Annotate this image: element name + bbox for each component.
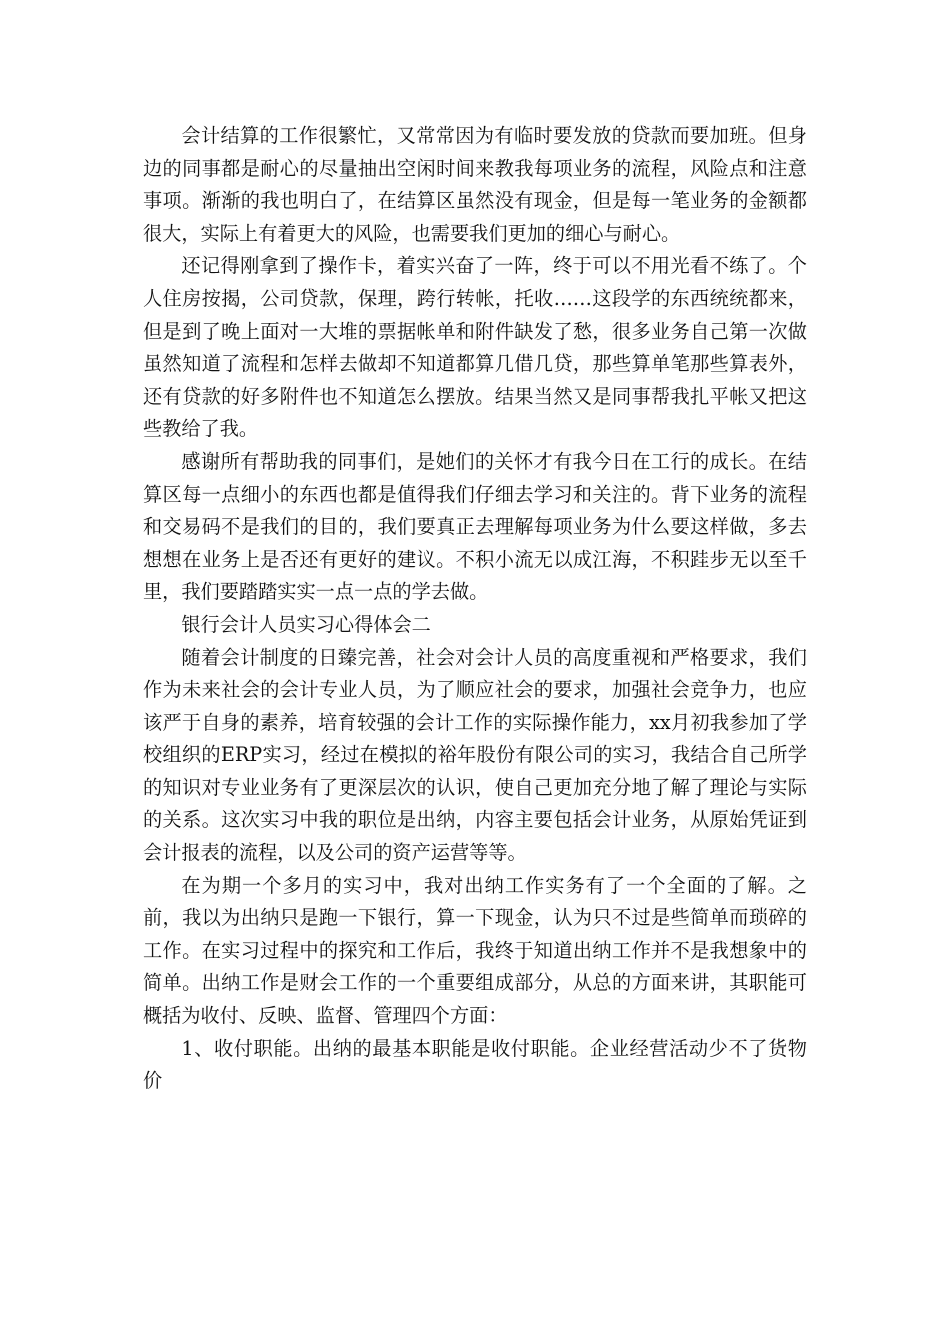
- paragraph: 会计结算的工作很繁忙，又常常因为有临时要发放的贷款而要加班。但身边的同事都是耐心的尽量抽出空闲时间来教我每项业务的流程，风险点和注意事项。渐渐的我也明白了，在结算区虽然没有现金，但是每一笔业务的金额都很大，实际上有着更大的风险，也需要我们更加的细心与耐心。: [143, 124, 807, 245]
- paragraph: 还记得刚拿到了操作卡，着实兴奋了一阵，终于可以不用光看不练了。个人住房按揭，公司贷款，保理，跨行转帐，托收……这段学的东西统统都来，但是到了晚上面对一大堆的票据帐单和附件缺发了愁，很多业务自己第一次做虽然知道了流程和怎样去做却不知道都算几借几贷，那些算单笔那些算表外，还有贷款的好多附件也不知道怎么摆放。结果当然又是同事帮我扎平帐又把这些教给了我。: [143, 254, 807, 441]
- paragraph: 1、收付职能。出纳的最基本职能是收付职能。企业经营活动少不了货物价: [143, 1036, 807, 1093]
- paragraph: 随着会计制度的日臻完善，社会对会计人员的高度重视和严格要求，我们作为未来社会的会计专业人员，为了顺应社会的要求，加强社会竞争力，也应该严于自身的素养，培育较强的会计工作的实际操作能力，xx月初我参加了学校组织的ERP实习，经过在模拟的裕年股份有限公司的实习，我结合自己所学的知识对专业业务有了更深层次的认识，使自己更加充分地了解了理论与实际的关系。这次实习中我的职位是出纳，内容主要包括会计业务，从原始凭证到会计报表的流程，以及公司的资产运营等等。: [143, 645, 807, 865]
- paragraph: 在为期一个多月的实习中，我对出纳工作实务有了一个全面的了解。之前，我以为出纳只是跑一下银行，算一下现金，认为只不过是些简单而琐碎的工作。在实习过程中的探究和工作后，我终于知道出纳工作并不是我想象中的简单。出纳工作是财会工作的一个重要组成部分，从总的方面来讲，其职能可概括为收付、反映、监督、管理四个方面：: [143, 873, 807, 1028]
- paragraph: 感谢所有帮助我的同事们，是她们的关怀才有我今日在工行的成长。在结算区每一点细小的东西也都是值得我们仔细去学习和关注的。背下业务的流程和交易码不是我们的目的，我们要真正去理解每项业务为什么要这样做，多去想想在业务上是否还有更好的建议。不积小流无以成江海，不积跬步无以至千里，我们要踏踏实实一点一点的学去做。: [143, 449, 807, 604]
- document-body: [143, 120, 807, 1098]
- section-heading: 银行会计人员实习心得体会二: [181, 612, 431, 636]
